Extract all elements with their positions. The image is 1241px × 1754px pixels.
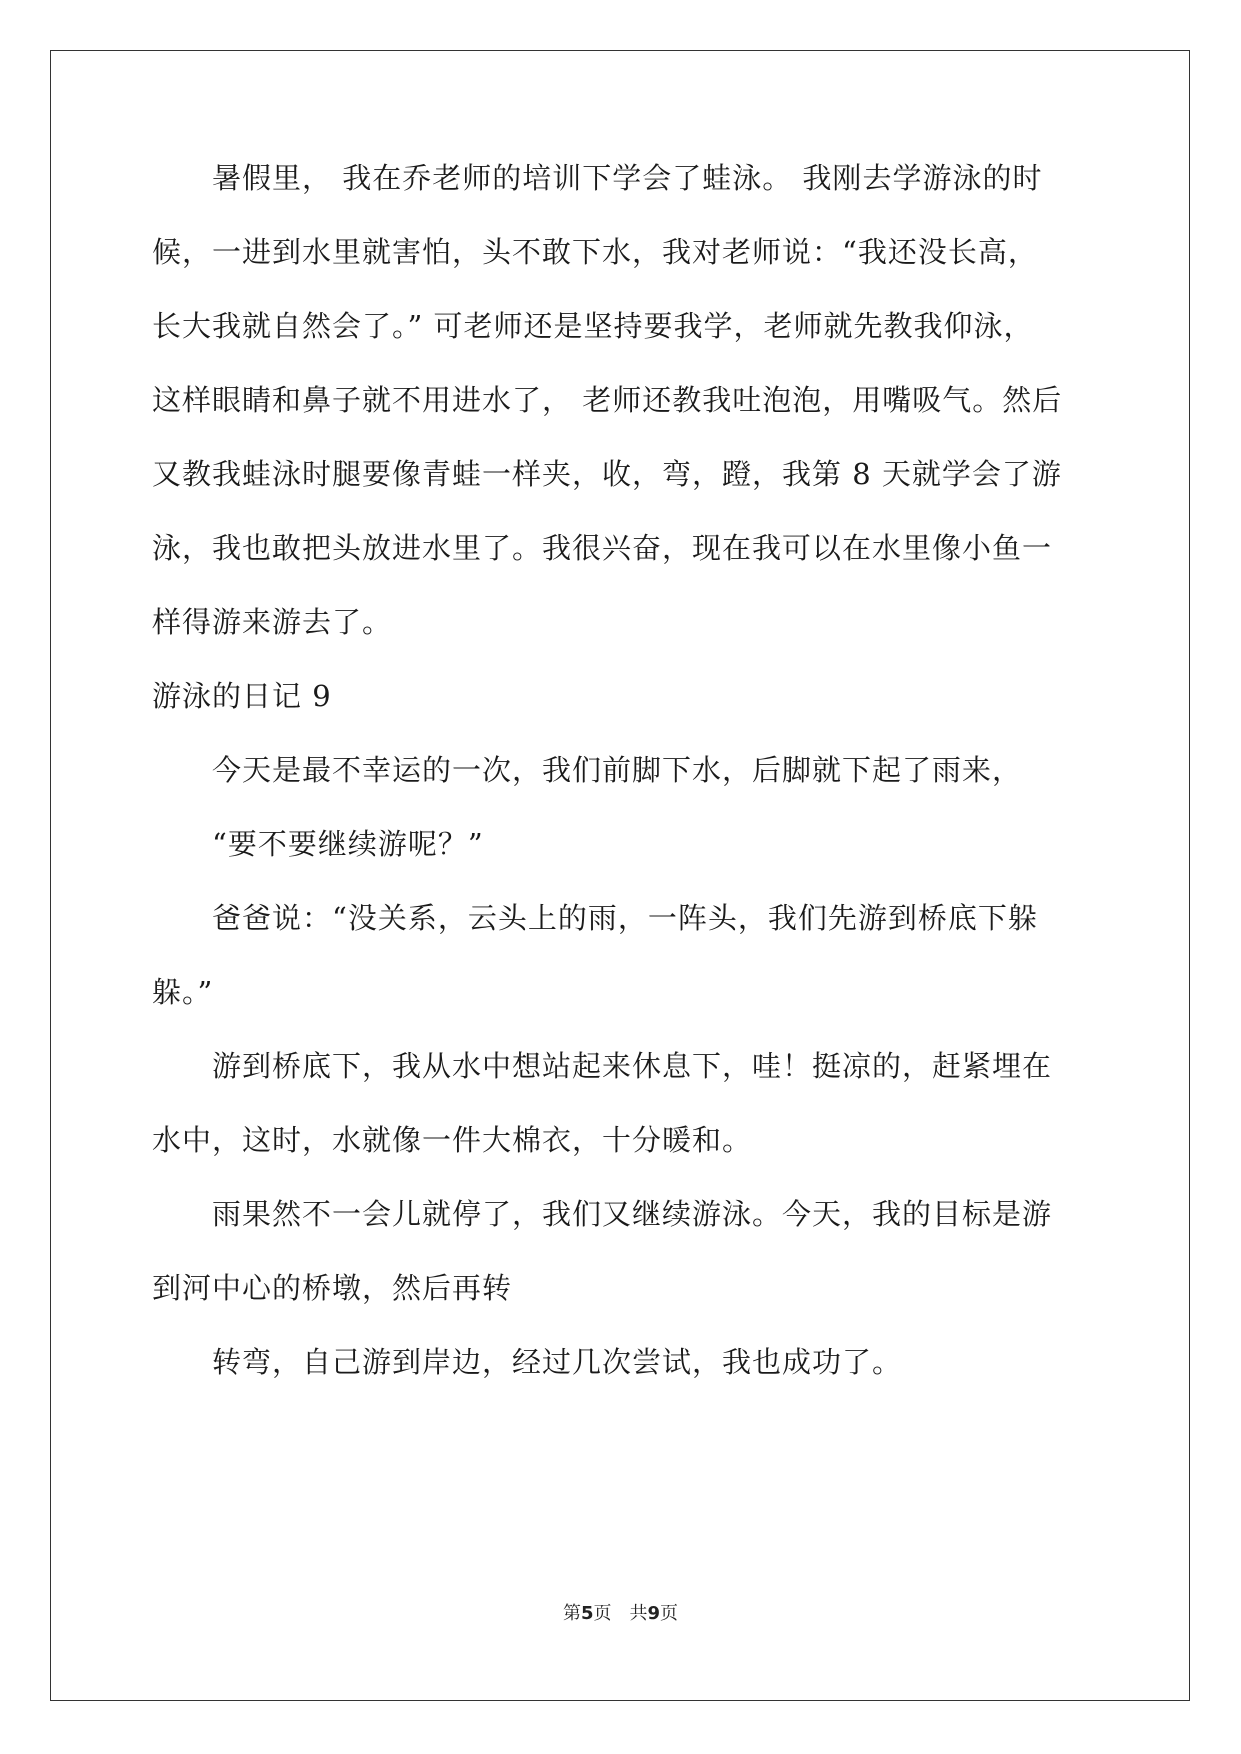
paragraph-1-line-1: 暑假里， 我在乔老师的培训下学会了蛙泳。 我刚去学游泳的时 [212,161,1043,195]
current-page-number: 5 [580,1603,594,1624]
footer-suffix: 页 [660,1603,679,1624]
paragraph-6-line-1: 雨果然不一会儿就停了，我们又继续游泳。今天，我的目标是游 [212,1197,1053,1231]
paragraph-4-line-2: 躲。” [152,975,214,1009]
paragraph-1-line-7: 样得游来游去了。 [152,605,393,639]
paragraph-5-line-2: 水中，这时，水就像一件大棉衣，十分暖和。 [152,1123,753,1157]
paragraph-7-line-1: 转弯，自己游到岸边，经过几次尝试，我也成功了。 [212,1345,903,1379]
page-number-footer [0,1602,1241,1626]
paragraph-1-line-4: 这样眼睛和鼻子就不用进水了， 老师还教我吐泡泡，用嘴吸气。然后 [152,383,1063,417]
paragraph-1-line-6: 泳，我也敢把头放进水里了。我很兴奋，现在我可以在水里像小鱼一 [152,531,1053,565]
section-heading: 游泳的日记 9 [152,679,332,713]
paragraph-3-line-1: “要不要继续游呢？” [212,827,484,861]
footer-mid: 页 共 [593,1603,648,1624]
paragraph-5-line-1: 游到桥底下，我从水中想站起来休息下，哇！挺凉的，赶紧埋在 [212,1049,1053,1083]
page-border [50,50,1190,1701]
paragraph-2-line-1: 今天是最不幸运的一次，我们前脚下水，后脚就下起了雨来， [212,753,1023,787]
paragraph-1-line-5: 又教我蛙泳时腿要像青蛙一样夹，收，弯，蹬，我第 8 天就学会了游 [152,457,1062,491]
footer-prefix: 第 [562,1603,581,1624]
paragraph-4-line-1: 爸爸说：“没关系，云头上的雨，一阵头，我们先游到桥底下躲 [212,901,1038,935]
paragraph-6-line-2: 到河中心的桥墩，然后再转 [152,1271,513,1305]
paragraph-1-line-3: 长大我就自然会了。” 可老师还是坚持要我学，老师就先教我仰泳， [152,309,1034,343]
total-page-number: 9 [647,1603,661,1624]
paragraph-1-line-2: 候，一进到水里就害怕，头不敢下水，我对老师说：“我还没长高， [152,235,1038,269]
